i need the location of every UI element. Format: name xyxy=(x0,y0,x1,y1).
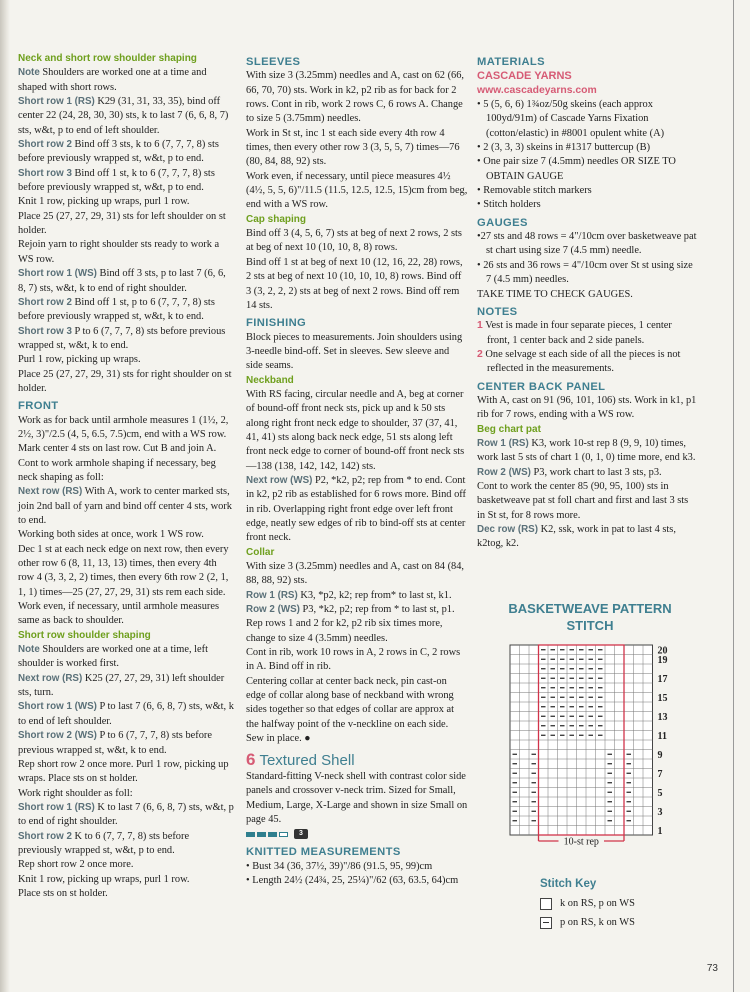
paragraph: Rep short row 2 once more. Purl 1 row, picking up wraps. Place sts on st holder. xyxy=(18,758,229,785)
row-label: Short row 3 xyxy=(18,167,72,179)
row-number-label: 11 xyxy=(657,731,667,742)
instruction-paragraph xyxy=(18,643,234,672)
paragraph: Standard-fitting V-neck shell with contrast color side panels and crossover v-neck trim. Sized for Small, Medium, Large, X-Large and shown in size Small on page 45. xyxy=(246,770,468,825)
page-binding-shadow xyxy=(0,0,10,992)
stitch-key-label: p on RS, k on WS xyxy=(560,917,635,928)
stitch-key-row-knit xyxy=(540,894,720,913)
list-item: • 5 (5, 6, 6) 1¾oz/50g skeins (each approx 100yd/91m) of Cascade Yarns Fixation (cotton/elastic) in #8001 opulent white (A) xyxy=(477,99,665,139)
note-item xyxy=(477,348,697,377)
paragraph: Place sts on st holder. xyxy=(18,887,108,899)
row-label: Next row (RS) xyxy=(18,672,83,684)
section-heading: FINISHING xyxy=(246,317,307,330)
section-heading: KNITTED MEASUREMENTS xyxy=(246,846,401,859)
instruction-paragraph xyxy=(477,523,697,552)
paragraph: Work in St st, inc 1 st each side every 4th row 4 times, then every other row 3 (3, 5, 5, 7) times—76 (80, 84, 88, 92) sts. xyxy=(246,127,460,168)
subheading: Beg chart pat xyxy=(477,423,541,435)
subheading: Collar xyxy=(246,546,275,558)
stitch-key-title: Stitch Key xyxy=(540,878,597,890)
section-heading: MATERIALS xyxy=(477,56,546,68)
section-heading: SLEEVES xyxy=(246,56,301,68)
page-edge-rule xyxy=(733,0,734,992)
paragraph: Cont to work the center 85 (90, 95, 100) sts in basketweave pat st foll chart and first and last 3 sts in St st, for 8 rows more. xyxy=(477,480,689,521)
subheading: Cap shaping xyxy=(246,213,307,225)
row-text: Shoulders are worked one at a time and shaped with short rows. xyxy=(18,67,207,93)
instruction-paragraph xyxy=(18,167,234,196)
pattern-title: Textured Shell xyxy=(259,751,355,769)
list-item: • Bust 34 (36, 37½, 39)"/86 (91.5, 95, 99)cm xyxy=(246,860,433,872)
row-text: K2, ssk, work in pat to last 4 sts, k2tog, k2. xyxy=(477,524,676,550)
blank-square-icon xyxy=(540,898,552,910)
row-label: Short row 2 xyxy=(18,139,72,151)
row-label: Note xyxy=(18,67,40,79)
row-label: Short row 1 (RS) xyxy=(18,801,95,813)
basketweave-chart xyxy=(508,643,698,863)
row-label: Short row 1 (RS) xyxy=(18,96,95,108)
row-label: Next row (RS) xyxy=(18,486,83,498)
row-text: K to 6 (7, 7, 7, 8) sts before previously wrapped st, w&t, p to end. xyxy=(18,830,190,856)
page-number: 73 xyxy=(706,963,718,974)
row-label: Note xyxy=(18,644,40,656)
row-text: P3, work chart to last 3 sts, p3. xyxy=(530,466,662,478)
row-label: Short row 1 (WS) xyxy=(18,268,97,280)
row-label: Row 2 (WS) xyxy=(477,466,531,478)
paragraph: Cont in rib, work 10 rows in A, 2 rows in C, 2 rows in A. Bind off in rib. xyxy=(246,647,461,673)
list-item: • One pair size 7 (4.5mm) needles OR SIZE TO OBTAIN GAUGE xyxy=(477,156,676,182)
row-number-label: 3 xyxy=(657,807,663,818)
row-label: Next row (WS) xyxy=(246,474,313,486)
row-label: Row 1 (RS) xyxy=(477,437,529,449)
section-heading: NOTES xyxy=(477,305,518,318)
list-item: • Stitch holders xyxy=(477,199,541,211)
paragraph: With size 3 (3.25mm) needles and A, cast on 84 (84, 88, 88, 92) sts. xyxy=(246,561,465,587)
row-label: Short row 1 (WS) xyxy=(18,701,97,713)
instruction-paragraph xyxy=(18,325,234,354)
pattern-name xyxy=(246,749,468,769)
row-number-label: 19 xyxy=(657,655,668,666)
row-number-label: 9 xyxy=(657,750,663,761)
instruction-paragraph xyxy=(18,296,234,325)
row-text: K3, work 10-st rep 8 (9, 9, 10) times, work last 5 sts of chart 1 (0, 1, 0) time more, end k3. xyxy=(477,437,696,464)
instruction-paragraph xyxy=(477,437,697,466)
instruction-paragraph xyxy=(246,474,468,546)
row-label: Row 2 (WS) xyxy=(246,604,300,616)
section-heading: CENTER BACK PANEL xyxy=(477,380,606,393)
note-number: 1 xyxy=(477,320,483,332)
instruction-paragraph xyxy=(246,603,468,646)
paragraph: Bind off 1 st at beg of next 10 (12, 16, 22, 28) rows, 2 sts at beg of next 10 (10, 10, 10, 8) rows. Bind off 3 (3, 2, 2, 2) sts at beg of next 2 rows. Bind off rem 14 sts. xyxy=(246,256,463,311)
column-left xyxy=(18,52,234,901)
instruction-paragraph xyxy=(18,729,234,758)
instruction-paragraph xyxy=(18,672,234,701)
column-right xyxy=(477,52,697,552)
note-text: One selvage st each side of all the pieces is not reflected in the measurements. xyxy=(482,348,681,375)
paragraph: Working both sides at once, work 1 WS row. xyxy=(18,529,204,541)
row-text: With A, work to center marked sts, join 2nd ball of yarn and bind off center 4 sts, work to end. xyxy=(18,486,232,526)
chart-title: BASKETWEAVE PATTERN STITCH xyxy=(508,601,672,633)
subheading: Neckband xyxy=(246,374,294,386)
row-text: K to last 7 (6, 6, 8, 7) sts, w&t, p to end of right shoulder. xyxy=(18,801,234,828)
row-text: Bind off 1 st, k to 6 (7, 7, 7, 8) sts before previously wrapped st, w&t, p to end. xyxy=(18,167,215,194)
paragraph: Work even, if necessary, until piece measures 4½ (4½, 5, 5, 6)"/11.5 (11.5, 12.5, 12.5, 15)cm from beg, end with a WS row. xyxy=(246,170,468,211)
instruction-paragraph xyxy=(18,700,234,729)
paragraph: Centering collar at center back neck, pin cast-on edge of collar along base of neckband with wrong sides together so that edges of collar are approx at the halfway point of the v-neckline on each side. Sew in place. ● xyxy=(246,675,455,745)
row-label: Short row 2 (WS) xyxy=(18,730,97,742)
section-heading: GAUGES xyxy=(477,216,528,229)
list-item: • 2 (3, 3, 3) skeins in #1317 buttercup (B) xyxy=(477,142,651,154)
instruction-paragraph xyxy=(18,95,234,138)
row-text: K29 (31, 31, 33, 35), bind off center 22 (24, 28, 30, 30) sts, k to last 7 (6, 6, 8, 7) sts, w&t, p to end of left shoulder. xyxy=(18,96,229,136)
paragraph: Rep short row 2 once more. xyxy=(18,859,134,871)
paragraph: Bind off 3 (4, 5, 6, 7) sts at beg of next 2 rows, 2 sts at beg of next 10 (10, 10, 8, 8) rows. xyxy=(246,228,462,254)
yarn-weight-icon: 3 xyxy=(294,829,308,839)
instruction-paragraph xyxy=(18,267,234,296)
row-text: P to 6 (7, 7, 7, 8) sts before previous wrapped st, w&t, k to end. xyxy=(18,730,212,756)
row-label: Dec row (RS) xyxy=(477,524,538,535)
paragraph: With size 3 (3.25mm) needles and A, cast on 62 (66, 66, 70, 70) sts. Work in k2, p2 rib as for back for 2 rows. Cont in rib, work 2 rows C, 6 rows A. Change to size 5 (3.75mm) needles. xyxy=(246,70,465,125)
row-text: K3, *p2, k2; rep from* to last st, k1. xyxy=(297,589,452,601)
paragraph: With RS facing, circular needle and A, beg at corner of bound-off front neck sts, pick up and k 50 sts along right front neck edge to shoulder, 37 (37, 41, 41, 41) sts along back neck edge, 51 sts along left front neck edge to corner of bound-off front neck sts—138 (138, 142, 142, 142) sts. xyxy=(246,388,465,472)
row-label: Row 1 (RS) xyxy=(246,589,298,601)
row-text: P to 6 (7, 7, 7, 8) sts before previous wrapped st, w&t, k to end. xyxy=(18,325,226,351)
instruction-paragraph xyxy=(18,66,234,95)
instruction-paragraph xyxy=(18,801,234,830)
pattern-number: 6 xyxy=(246,749,256,769)
instruction-paragraph xyxy=(18,830,234,859)
list-item: •27 sts and 48 rows = 4"/10cm over basketweave pat st chart using size 7 (4.5 mm) needle. xyxy=(477,231,697,257)
stitch-key-label: k on RS, p on WS xyxy=(560,898,635,909)
row-number-label: 1 xyxy=(657,826,663,837)
row-number-label: 13 xyxy=(657,712,668,723)
paragraph: Knit 1 row, picking up wraps, purl 1 row. xyxy=(18,873,190,885)
list-item: • Removable stitch markers xyxy=(477,185,592,197)
skill-bar-icon xyxy=(246,832,255,837)
row-label: Short row 2 xyxy=(18,830,72,842)
note-number: 2 xyxy=(477,348,483,360)
paragraph: Work right shoulder as foll: xyxy=(18,787,133,799)
list-item: • 26 sts and 36 rows = 4"/10cm over St st using size 7 (4.5 mm) needles. xyxy=(477,259,693,286)
row-text: P to last 7 (6, 6, 8, 7) sts, w&t, k to end of left shoulder. xyxy=(18,701,234,727)
row-number-label: 15 xyxy=(657,693,668,704)
row-text: Bind off 3 sts, k to 6 (7, 7, 7, 8) sts before previously wrapped st, w&t, p to end. xyxy=(18,139,219,165)
stitch-key-row-purl xyxy=(540,913,720,932)
brand-name: CASCADE YARNS xyxy=(477,70,572,83)
paragraph: Work as for back until armhole measures 1 (1½, 2, 2½, 3)"/2.5 (4, 5, 6.5, 7.5)cm, end with a WS row. Mark center 4 sts on last row. Cut B and join A. Cont to work armhole shaping if necessary, beg neck shaping as foll: xyxy=(18,414,229,483)
instruction-paragraph xyxy=(246,589,468,603)
website-link: www.cascadeyarns.com xyxy=(477,84,597,96)
subheading: Neck and short row shoulder shaping xyxy=(18,53,197,64)
repeat-label: 10-st rep xyxy=(563,836,599,848)
paragraph: Block pieces to measurements. Join shoulders using 3-needle bind-off. Set in sleeves. Sew sleeve and side seams. xyxy=(246,331,463,372)
skill-level-indicator xyxy=(246,829,468,839)
subheading: Short row shoulder shaping xyxy=(18,629,151,641)
instruction-paragraph xyxy=(477,466,697,480)
section-heading: FRONT xyxy=(18,400,59,413)
note-item xyxy=(477,319,697,348)
paragraph: Work even, if necessary, until armhole measures same as back to shoulder. xyxy=(18,601,220,627)
row-text: Bind off 3 sts, p to last 7 (6, 6, 8, 7) sts, w&t, k to end of right shoulder. xyxy=(18,268,226,294)
paragraph: With A, cast on 91 (96, 101, 106) sts. Work in k1, p1 rib for 7 rows, ending with a WS row. xyxy=(477,394,697,421)
paragraph: Rejoin yarn to right shoulder sts ready to work a WS row. xyxy=(18,239,220,265)
row-text: P3, *k2, p2; rep from * to last st, p1. Rep rows 1 and 2 for k2, p2 rib six times more, change to size 4 (3.5mm) needles. xyxy=(246,604,455,644)
row-text: Bind off 1 st, p to 6 (7, 7, 7, 8) sts before previously wrapped st, w&t, k to end. xyxy=(18,296,215,323)
paragraph: TAKE TIME TO CHECK GAUGES. xyxy=(477,288,633,300)
paragraph: Dec 1 st at each neck edge on next row, then every other row 6 (8, 11, 13, 13) times, then every 4th row 4 (3, 3, 2, 2) times, then every 6th row 2 (2, 1, 1, 1) times—25 (27, 27, 29, 31) sts rem each side. xyxy=(18,543,229,598)
dash-square-icon xyxy=(540,917,552,929)
skill-bar-icon xyxy=(257,832,266,837)
paragraph: Knit 1 row, picking up wraps, purl 1 row. xyxy=(18,196,190,208)
paragraph: Place 25 (27, 27, 29, 31) sts for right shoulder on st holder. xyxy=(18,368,232,394)
column-middle xyxy=(246,52,468,888)
note-text: Vest is made in four separate pieces, 1 center front, 1 center back and 2 side panels. xyxy=(482,320,672,346)
skill-bar-icon xyxy=(268,832,277,837)
row-text: P2, *k2, p2; rep from * to end. Cont in k2, p2 rib as established for 6 rows more. Bind off in rib. Overlapping right front edge over left front edge, neatly sew edges of rib to bind-off sts at center front neck. xyxy=(246,474,466,544)
paragraph: Purl 1 row, picking up wraps. xyxy=(18,354,141,366)
paragraph: Place 25 (27, 27, 29, 31) sts for left shoulder on st holder. xyxy=(18,210,226,237)
row-text: Shoulders are worked one at a time, left shoulder is worked first. xyxy=(18,644,208,670)
row-number-label: 20 xyxy=(657,645,668,657)
instruction-paragraph xyxy=(18,138,234,167)
instruction-paragraph xyxy=(18,485,234,528)
row-text: K25 (27, 27, 29, 31) left shoulder sts, turn. xyxy=(18,672,225,699)
skill-bar-icon xyxy=(279,832,288,837)
row-number-label: 5 xyxy=(657,788,663,799)
stitch-key xyxy=(540,876,720,932)
row-number-label: 7 xyxy=(657,769,663,780)
row-label: Short row 3 xyxy=(18,325,72,337)
row-number-label: 17 xyxy=(657,674,668,685)
row-label: Short row 2 xyxy=(18,296,72,308)
list-item: • Length 24½ (24¾, 25, 25¼)"/62 (63, 63.5, 64)cm xyxy=(246,874,459,886)
